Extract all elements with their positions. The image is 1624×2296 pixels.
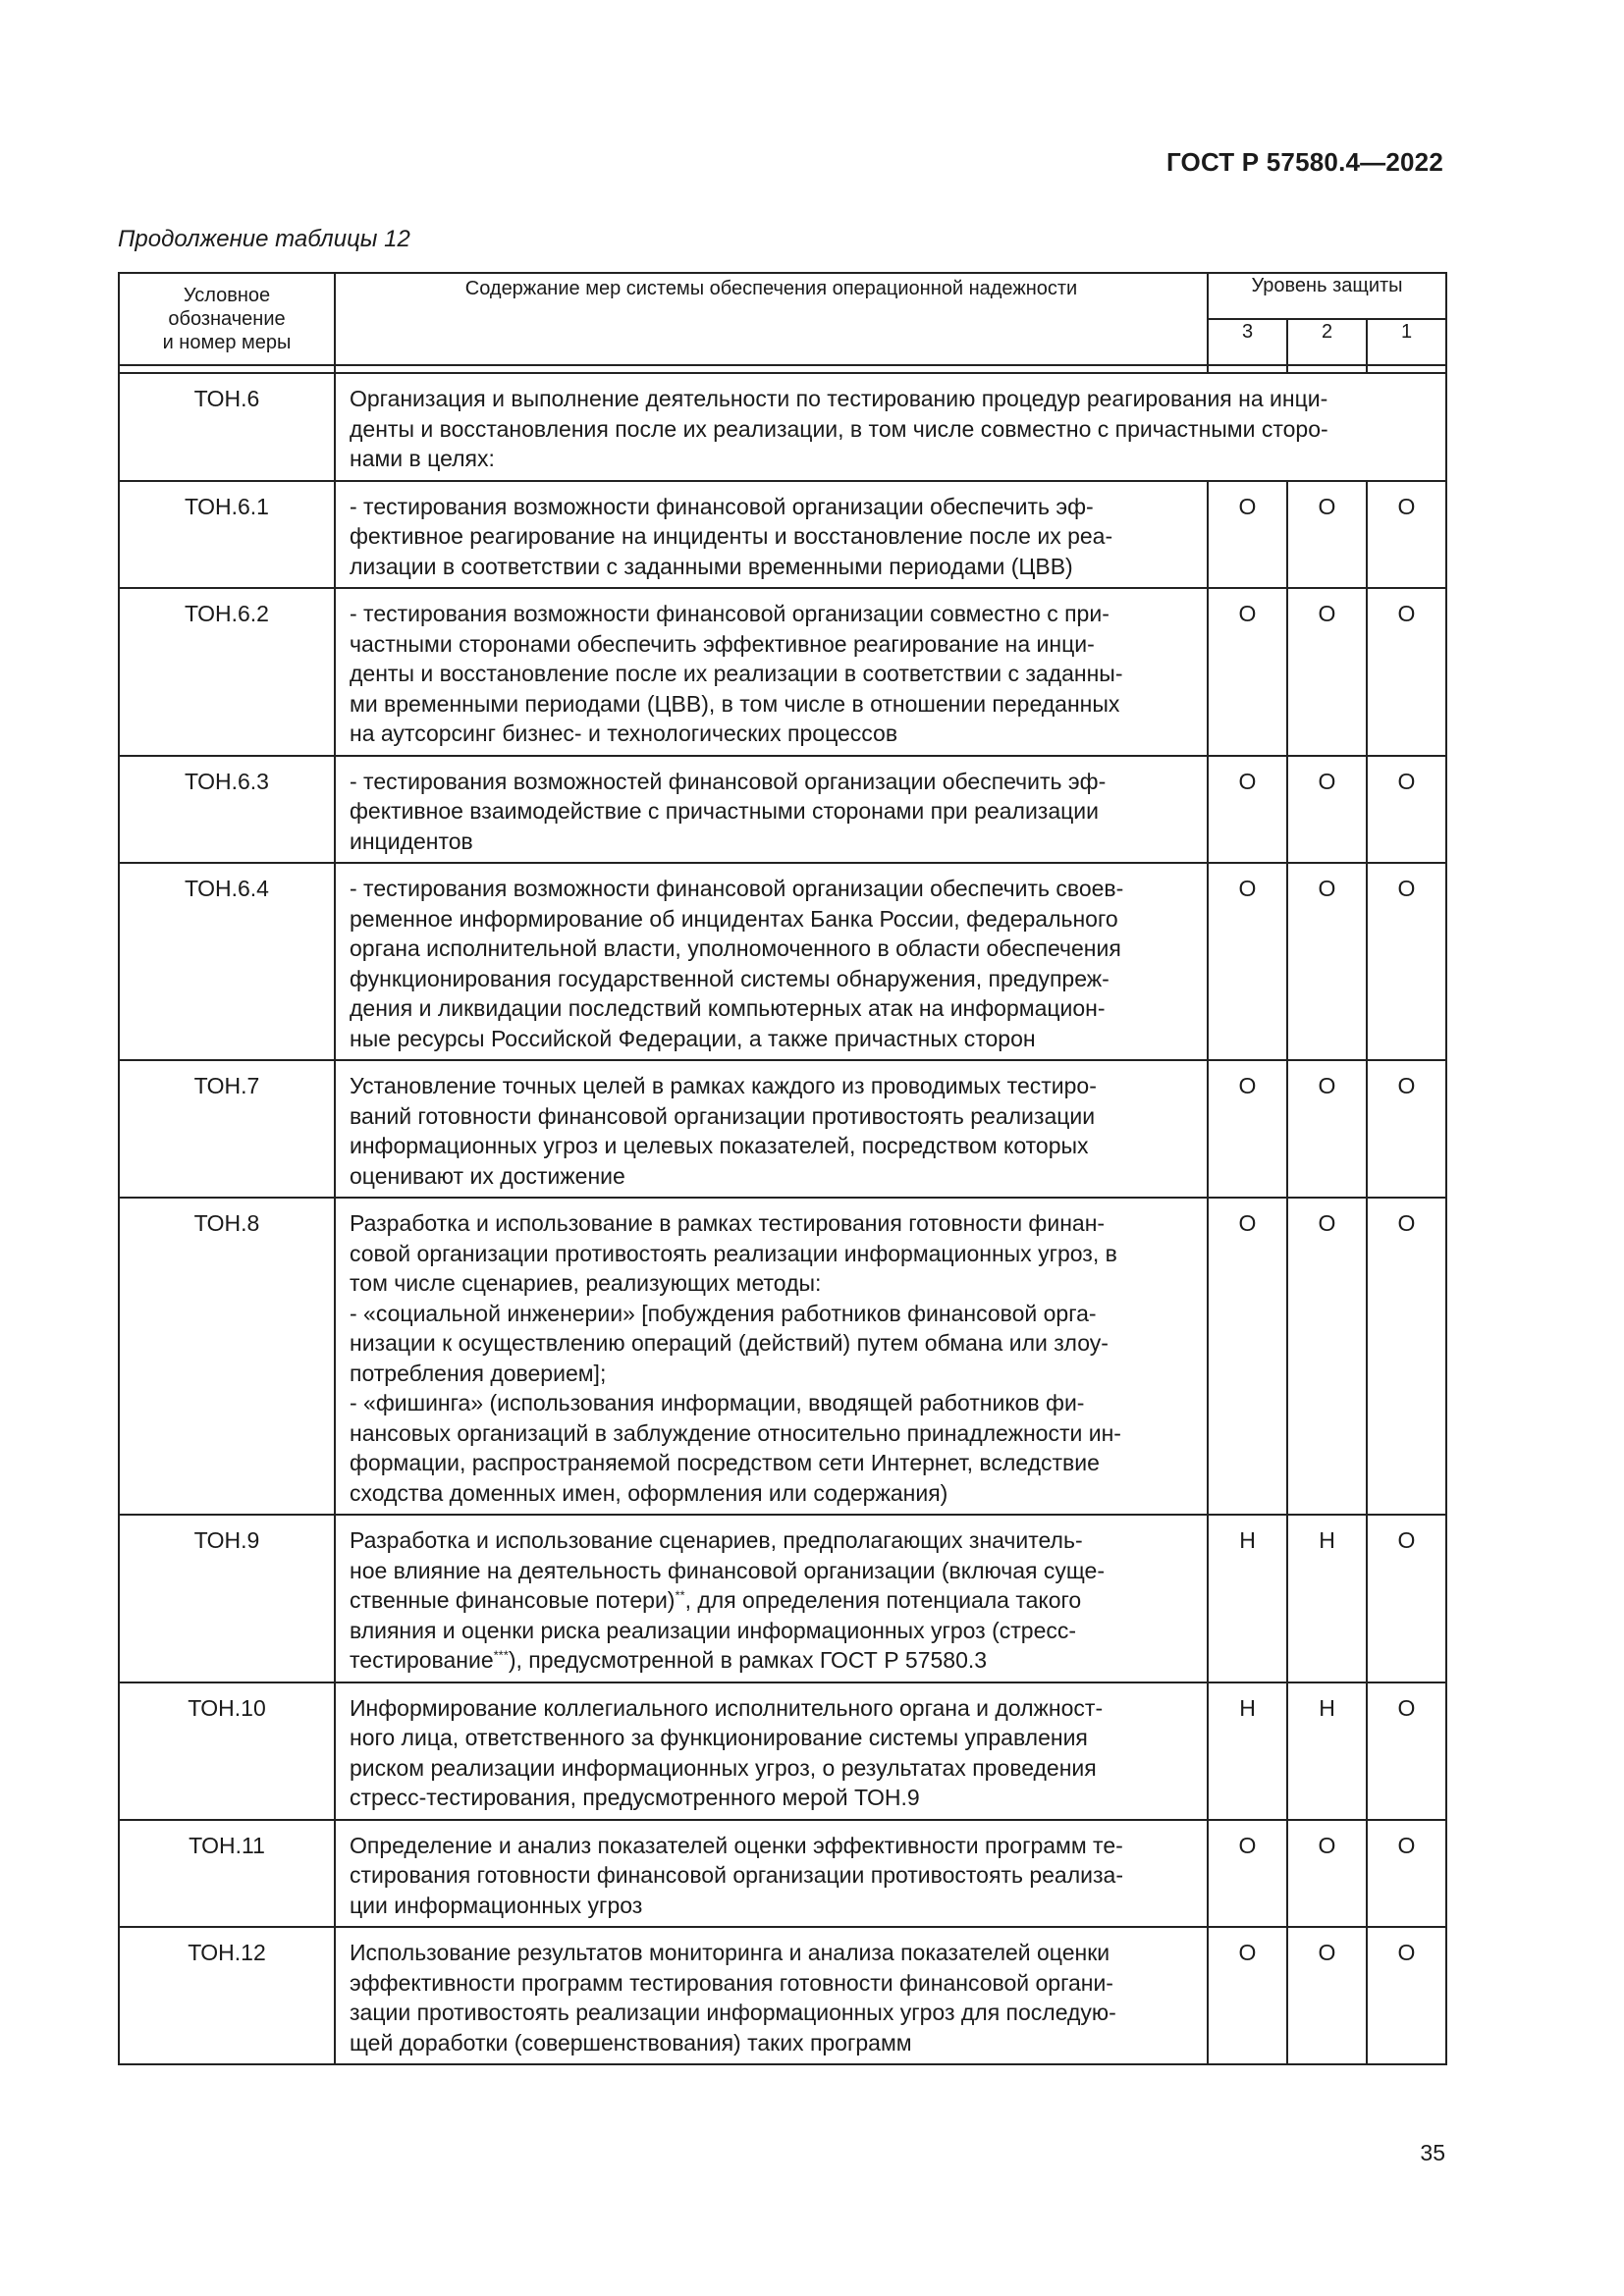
level-3-value: О <box>1208 863 1287 1060</box>
page-number: 35 <box>1420 2140 1445 2165</box>
measure-text-line: Разработка и использование сценариев, предполагающих значитель- <box>350 1527 1083 1553</box>
measure-code: ТОН.6.1 <box>119 481 335 589</box>
table-row <box>119 1198 1446 1515</box>
measure-code: ТОН.6.3 <box>119 756 335 864</box>
footnote-marker: ** <box>675 1587 685 1603</box>
measure-text-line: ременное информирование об инцидентах Банка России, федерального <box>350 905 1118 932</box>
measure-text-line: Разработка и использование в рамках тестирования готовности финан- <box>350 1210 1106 1236</box>
measure-text-line <box>350 1645 1193 1676</box>
measure-text-line: фективное реагирование на инциденты и восстановление после их реа- <box>350 523 1113 549</box>
level-2-value: О <box>1287 481 1367 589</box>
measure-text-line: нансовых организаций в заблуждение относительно принадлежности ин- <box>350 1419 1121 1446</box>
measure-text-line: денты и восстановление после их реализации в соответствии с заданны- <box>350 661 1123 686</box>
measure-text-line: ное влияние на деятельность финансовой организации (включая суще- <box>350 1557 1105 1583</box>
level-1-value: О <box>1367 1927 1446 2064</box>
level-3-value: О <box>1208 481 1287 589</box>
measure-text-line: совой организации противостоять реализации информационных угроз, в <box>350 1240 1117 1266</box>
measure-text-line: информационных угроз и целевых показателей, посредством которых <box>350 1133 1089 1158</box>
measure-content <box>335 863 1208 1060</box>
table-row <box>119 1682 1446 1820</box>
measure-text-line: эффективности программ тестирования готовности финансовой органи- <box>350 1969 1113 1996</box>
measure-content <box>335 1515 1208 1682</box>
measure-code: ТОН.10 <box>119 1682 335 1820</box>
measure-text-line: оценивают их достижение <box>350 1162 625 1189</box>
measure-text-line: ваний готовности финансовой организации противостоять реализации <box>350 1102 1096 1129</box>
measure-text-line: риском реализации информационных угроз, о результатах проведения <box>350 1754 1097 1781</box>
level-1-value: О <box>1367 1198 1446 1515</box>
measure-text-line: Организация и выполнение деятельности по тестированию процедур реагирования на инци- <box>350 386 1328 411</box>
measure-text-line: дения и ликвидации последствий компьютерных атак на информацион- <box>350 995 1106 1021</box>
level-2-value: О <box>1287 756 1367 864</box>
column-header-level-3: 3 <box>1208 319 1287 365</box>
level-2-value: О <box>1287 1927 1367 2064</box>
table-row <box>119 373 1446 481</box>
measure-text-line: зации противостоять реализации информационных угроз для последую- <box>350 2000 1116 2025</box>
level-3-value: О <box>1208 1820 1287 1928</box>
column-header-content: Содержание мер системы обеспечения операционной надежности <box>335 273 1208 365</box>
measure-text-line: формации, распространяемой посредством сети Интернет, вследствие <box>350 1450 1100 1475</box>
measure-code: ТОН.11 <box>119 1820 335 1928</box>
table-head <box>119 273 1446 365</box>
measure-code: ТОН.6 <box>119 373 335 481</box>
measure-text-line: - «фишинга» (использования информации, вводящей работников фи- <box>350 1390 1085 1415</box>
measure-text-line: ного лица, ответственного за функционирование системы управления <box>350 1725 1088 1750</box>
measure-text-line: лизации в соответствии с заданными временными периодами (ЦВВ) <box>350 553 1073 579</box>
column-header-level-2: 2 <box>1287 319 1367 365</box>
measure-text-line: том числе сценариев, реализующих методы: <box>350 1270 822 1296</box>
column-header-level-1: 1 <box>1367 319 1446 365</box>
table-row <box>119 481 1446 589</box>
measure-text-line: щей доработки (совершенствования) таких программ <box>350 2029 912 2056</box>
header-separator <box>119 365 1446 373</box>
measure-text-line: Установление точных целей в рамках каждого из проводимых тестиро- <box>350 1073 1097 1098</box>
measure-text-line: ции информационных угроз <box>350 1892 643 1918</box>
column-header-code-line: обозначение <box>168 308 286 330</box>
level-1-value: О <box>1367 756 1446 864</box>
column-header-code-line: Условное <box>183 285 271 306</box>
measure-text-line: ми временными периодами (ЦВВ), в том числе в отношении переданных <box>350 690 1120 717</box>
level-3-value: О <box>1208 588 1287 756</box>
level-2-value: О <box>1287 1060 1367 1198</box>
level-1-value: О <box>1367 1682 1446 1820</box>
level-1-value: О <box>1367 863 1446 1060</box>
measure-text-fragment: ), предусмотренной в рамках ГОСТ Р 57580.3 <box>508 1647 988 1673</box>
measure-code: ТОН.12 <box>119 1927 335 2064</box>
level-1-value: О <box>1367 481 1446 589</box>
measure-text-line: потребления доверием]; <box>350 1360 607 1386</box>
level-1-value: О <box>1367 1820 1446 1928</box>
measure-content <box>335 1060 1208 1198</box>
measure-content <box>335 373 1446 481</box>
measure-text-line: инцидентов <box>350 828 473 854</box>
measure-text-line: сходства доменных имен, оформления или содержания) <box>350 1479 948 1506</box>
measure-content <box>335 1198 1208 1515</box>
measure-text-line: влияния и оценки риска реализации информационных угроз (стресс- <box>350 1617 1077 1643</box>
table-row <box>119 1060 1446 1198</box>
column-header-code-line: и номер меры <box>162 332 292 353</box>
level-2-value: Н <box>1287 1682 1367 1820</box>
level-3-value: О <box>1208 1927 1287 2064</box>
table-row <box>119 1820 1446 1928</box>
document-standard-number: ГОСТ Р 57580.4—2022 <box>1165 147 1443 177</box>
measures-table <box>118 272 1447 2065</box>
table-row <box>119 1927 1446 2064</box>
measure-text-line: Использование результатов мониторинга и анализа показателей оценки <box>350 1940 1110 1965</box>
table-caption: Продолжение таблицы 12 <box>118 226 410 252</box>
measure-content <box>335 1927 1208 2064</box>
column-header-protection-level: Уровень защиты <box>1208 273 1446 319</box>
measure-text-line: органа исполнительной власти, уполномоченного в области обеспечения <box>350 935 1121 961</box>
table-row <box>119 588 1446 756</box>
level-1-value: О <box>1367 1515 1446 1682</box>
measure-text-line: - тестирования возможностей финансовой организации обеспечить эф- <box>350 768 1107 794</box>
measure-text-line <box>350 1585 1193 1616</box>
footnote-marker: *** <box>493 1647 509 1663</box>
level-2-value: О <box>1287 1820 1367 1928</box>
column-header-code <box>119 273 335 365</box>
measure-code: ТОН.6.2 <box>119 588 335 756</box>
measure-text-line: низации к осуществлению операций (действий) путем обмана или злоу- <box>350 1330 1109 1356</box>
measure-text-line: частными сторонами обеспечить эффективное реагирование на инци- <box>350 630 1095 657</box>
measure-text-line: нами в целях: <box>350 446 495 471</box>
measure-text-line: стресс-тестирования, предусмотренного мерой ТОН.9 <box>350 1785 920 1810</box>
measure-text-fragment: , для определения потенциала такого <box>684 1587 1082 1613</box>
measure-code: ТОН.6.4 <box>119 863 335 1060</box>
measure-code: ТОН.9 <box>119 1515 335 1682</box>
level-2-value: О <box>1287 1198 1367 1515</box>
measure-content <box>335 588 1208 756</box>
measure-text-line: Определение и анализ показателей оценки эффективности программ те- <box>350 1832 1123 1858</box>
level-3-value: Н <box>1208 1515 1287 1682</box>
measure-text-line: - тестирования возможности финансовой организации совместно с при- <box>350 601 1110 626</box>
measure-text-line: фективное взаимодействие с причастными сторонами при реализации <box>350 798 1099 824</box>
level-3-value: О <box>1208 1060 1287 1198</box>
table-row <box>119 1515 1446 1682</box>
level-3-value: О <box>1208 1198 1287 1515</box>
measure-text-line: стирования готовности финансовой организации противостоять реализа- <box>350 1862 1123 1888</box>
table-row <box>119 863 1446 1060</box>
measure-text-line: - «социальной инженерии» [побуждения работников финансовой орга- <box>350 1300 1097 1326</box>
measure-text-line: на аутсорсинг бизнес- и технологических процессов <box>350 721 898 746</box>
level-2-value: О <box>1287 588 1367 756</box>
level-3-value: Н <box>1208 1682 1287 1820</box>
measure-text-line: - тестирования возможности финансовой организации обеспечить своев- <box>350 876 1124 901</box>
measure-text-line: денты и восстановления после их реализации, в том числе совместно с причастными сторо- <box>350 415 1328 442</box>
measure-text-line: функционирования государственной системы обнаружения, предупреж- <box>350 965 1110 991</box>
measure-text-fragment: ственные финансовые потери) <box>350 1587 676 1613</box>
level-1-value: О <box>1367 588 1446 756</box>
measure-text-line: ные ресурсы Российской Федерации, а также причастных сторон <box>350 1025 1036 1051</box>
measure-content <box>335 1820 1208 1928</box>
level-3-value: О <box>1208 756 1287 864</box>
measure-text-fragment: тестирование <box>350 1647 494 1673</box>
measure-code: ТОН.8 <box>119 1198 335 1515</box>
measure-text-line: Информирование коллегиального исполнительного органа и должност- <box>350 1694 1104 1721</box>
measure-content <box>335 1682 1208 1820</box>
table-row <box>119 756 1446 864</box>
level-2-value: Н <box>1287 1515 1367 1682</box>
measure-content <box>335 756 1208 864</box>
level-2-value: О <box>1287 863 1367 1060</box>
measure-code: ТОН.7 <box>119 1060 335 1198</box>
level-1-value: О <box>1367 1060 1446 1198</box>
measure-text-line: - тестирования возможности финансовой организации обеспечить эф- <box>350 493 1094 519</box>
measure-content <box>335 481 1208 589</box>
